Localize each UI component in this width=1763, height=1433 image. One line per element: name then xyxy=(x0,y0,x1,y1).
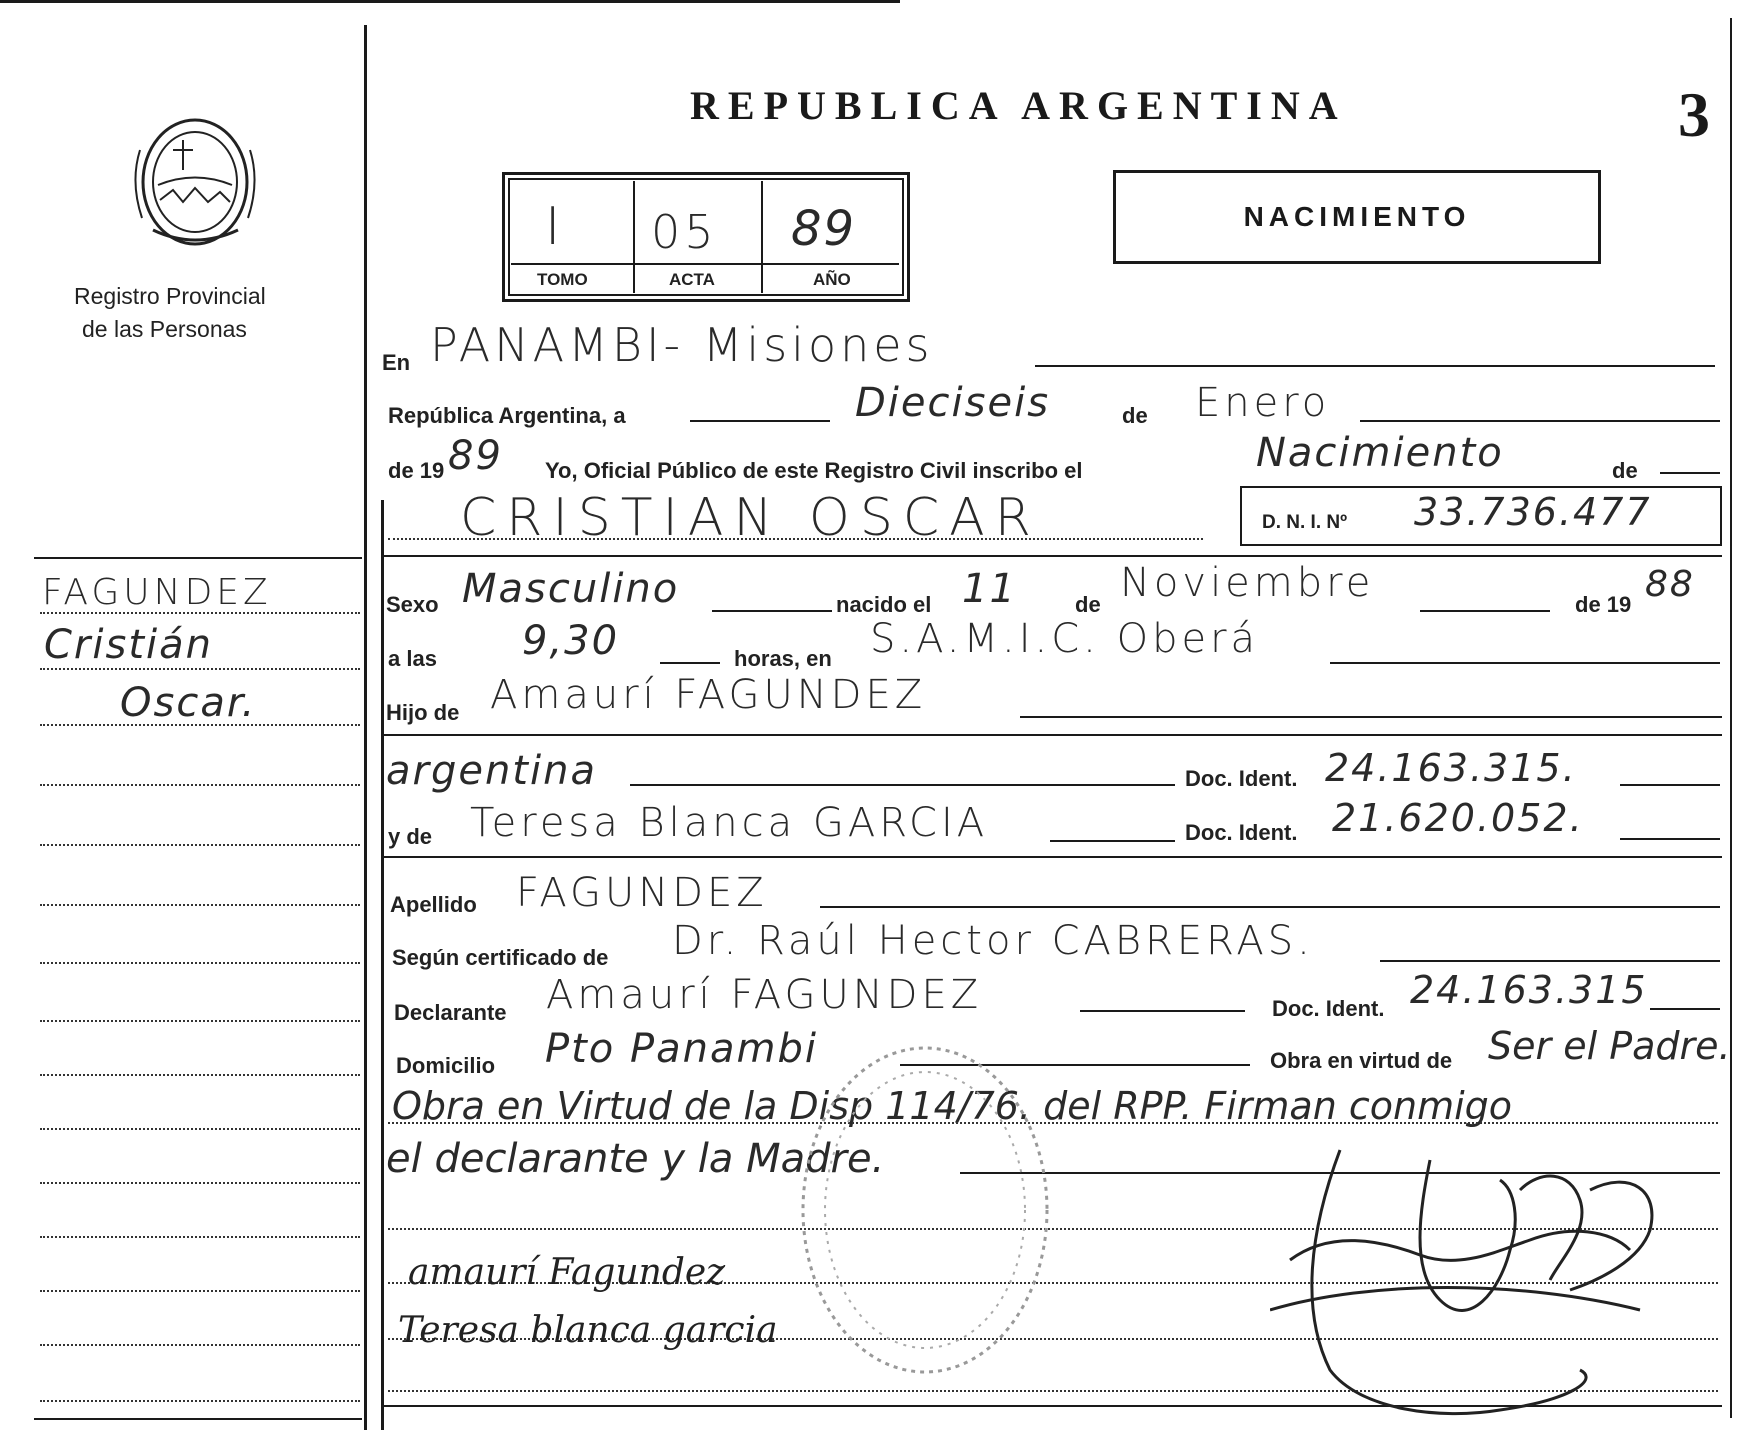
record-reference-box xyxy=(502,172,910,302)
line xyxy=(820,906,1720,908)
oval-stamp-icon xyxy=(795,1040,1055,1380)
record-type: NACIMIENTO xyxy=(1243,201,1471,232)
label-horas-en: horas, en xyxy=(734,646,832,671)
line xyxy=(630,784,1175,786)
margin-given-name-2: Oscar. xyxy=(120,680,257,726)
label-nacido-el: nacido el xyxy=(836,592,932,617)
line xyxy=(382,856,1722,858)
field-father: Amaurí FAGUNDEZ xyxy=(490,672,927,718)
label-doc-ident-mother: Doc. Ident. xyxy=(1185,820,1298,845)
margin-line xyxy=(40,612,360,614)
line xyxy=(1050,840,1175,842)
provincial-seal-icon xyxy=(128,110,263,250)
margin-line xyxy=(40,1074,360,1076)
label-hijo-de: Hijo de xyxy=(386,700,460,725)
label-a-las: a las xyxy=(388,646,437,671)
line xyxy=(382,734,1722,736)
line xyxy=(712,610,832,612)
label-de: de xyxy=(1122,403,1148,428)
field-month: Enero xyxy=(1195,380,1331,426)
acta-value: 05 xyxy=(651,205,718,259)
tomo-value: I xyxy=(545,197,565,257)
left-column-divider xyxy=(364,25,367,1430)
field-year-suffix: 89 xyxy=(448,433,503,479)
dni-box xyxy=(1240,486,1722,546)
margin-line xyxy=(40,1128,360,1130)
note-line-1: Obra en Virtud de la Disp 114/76. del RPP. Firman conmigo xyxy=(392,1084,1513,1128)
line xyxy=(1420,610,1550,612)
line xyxy=(1020,716,1722,718)
mother-signature: Teresa blanca garcia xyxy=(398,1310,778,1351)
page-number: 3 xyxy=(1678,79,1710,150)
margin-line xyxy=(40,668,360,670)
line xyxy=(1620,784,1720,786)
margin-line xyxy=(40,1290,360,1292)
line xyxy=(660,662,720,664)
field-hour: 9,30 xyxy=(522,618,620,664)
field-birth-day: 11 xyxy=(962,566,1017,612)
field-name: CRISTIAN OSCAR xyxy=(460,488,1041,548)
field-dni: 33.736.477 xyxy=(1414,490,1652,534)
margin-line xyxy=(40,724,360,726)
field-mother: Teresa Blanca GARCIA xyxy=(470,800,989,846)
margin-line xyxy=(40,1182,360,1184)
line xyxy=(1360,420,1720,422)
label-de-19: de 19 xyxy=(388,458,445,483)
field-father-nationality: argentina xyxy=(386,748,597,794)
margin-footer-line xyxy=(34,1418,362,1420)
field-place: PANAMBI- Misiones xyxy=(430,318,934,372)
label-segun: Según certificado de xyxy=(392,945,609,970)
top-border xyxy=(0,0,900,3)
note-line-2: el declarante y la Madre. xyxy=(386,1136,885,1182)
field-birth-year: 88 xyxy=(1645,564,1695,605)
line xyxy=(1035,365,1715,367)
right-border xyxy=(1730,18,1732,1418)
label-y-de: y de xyxy=(388,824,433,849)
line xyxy=(382,555,1722,557)
margin-line xyxy=(40,962,360,964)
record-type-box xyxy=(1113,170,1601,264)
label-apellido: Apellido xyxy=(390,892,477,917)
tomo-label: TOMO xyxy=(537,270,588,289)
line xyxy=(1080,1010,1245,1012)
margin-header-line xyxy=(34,557,362,559)
label-republica: República Argentina, a xyxy=(388,403,626,428)
field-mother-doc: 21.620.052. xyxy=(1332,796,1584,840)
label-de-2: de xyxy=(1612,458,1638,483)
margin-surname: FAGUNDEZ xyxy=(42,572,272,613)
field-acts-by-virtue: Ser el Padre. xyxy=(1488,1024,1731,1068)
label-doc-ident-father: Doc. Ident. xyxy=(1185,766,1298,791)
margin-line xyxy=(40,1020,360,1022)
ano-label: AÑO xyxy=(813,270,851,289)
field-surname: FAGUNDEZ xyxy=(516,870,768,916)
acta-label: ACTA xyxy=(669,270,715,289)
registry-name-line1: Registro Provincial xyxy=(74,283,266,309)
line xyxy=(1660,472,1720,474)
form-left-border xyxy=(381,500,384,1430)
label-doc-ident-declarant: Doc. Ident. xyxy=(1272,996,1385,1021)
field-declarant-doc: 24.163.315 xyxy=(1410,968,1648,1012)
line xyxy=(1380,960,1720,962)
line xyxy=(690,420,830,422)
declarant-signature: amaurí Fagundez xyxy=(408,1252,726,1293)
label-domicilio: Domicilio xyxy=(396,1053,496,1078)
field-event: Nacimiento xyxy=(1256,430,1504,476)
margin-line xyxy=(40,784,360,786)
label-de-3: de xyxy=(1075,592,1101,617)
label-de-19b: de 19 xyxy=(1575,592,1632,617)
line xyxy=(1650,1008,1720,1010)
line xyxy=(1620,838,1720,840)
margin-line xyxy=(40,904,360,906)
margin-line xyxy=(40,1236,360,1238)
line xyxy=(1330,662,1720,664)
field-certificate: Dr. Raúl Hector CABRERAS. xyxy=(672,918,1314,964)
label-dni: D. N. I. Nº xyxy=(1262,512,1348,533)
officer-signature-icon xyxy=(1270,1130,1690,1420)
country-title: REPUBLICA ARGENTINA xyxy=(690,83,1347,128)
field-place-of-birth: S.A.M.I.C. Oberá xyxy=(870,616,1260,662)
label-declarante: Declarante xyxy=(394,1000,507,1025)
registry-name-line2: de las Personas xyxy=(82,316,247,342)
label-en: En xyxy=(382,350,411,375)
label-sexo: Sexo xyxy=(386,592,439,617)
field-domicile: Pto Panambi xyxy=(545,1026,818,1072)
field-sex: Masculino xyxy=(462,566,680,612)
field-birth-month: Noviembre xyxy=(1120,560,1375,606)
field-declarant: Amaurí FAGUNDEZ xyxy=(546,972,983,1018)
margin-given-name-1: Cristián xyxy=(44,622,213,668)
field-day-text: Dieciseis xyxy=(855,380,1051,426)
margin-line xyxy=(40,1344,360,1346)
label-yo-oficial: Yo, Oficial Público de este Registro Civil inscribo el xyxy=(545,458,1083,483)
ano-value: 89 xyxy=(791,201,857,257)
margin-line xyxy=(40,1400,360,1402)
label-obra-virtud: Obra en virtud de xyxy=(1270,1048,1453,1073)
field-father-doc: 24.163.315. xyxy=(1325,746,1577,790)
margin-line xyxy=(40,844,360,846)
